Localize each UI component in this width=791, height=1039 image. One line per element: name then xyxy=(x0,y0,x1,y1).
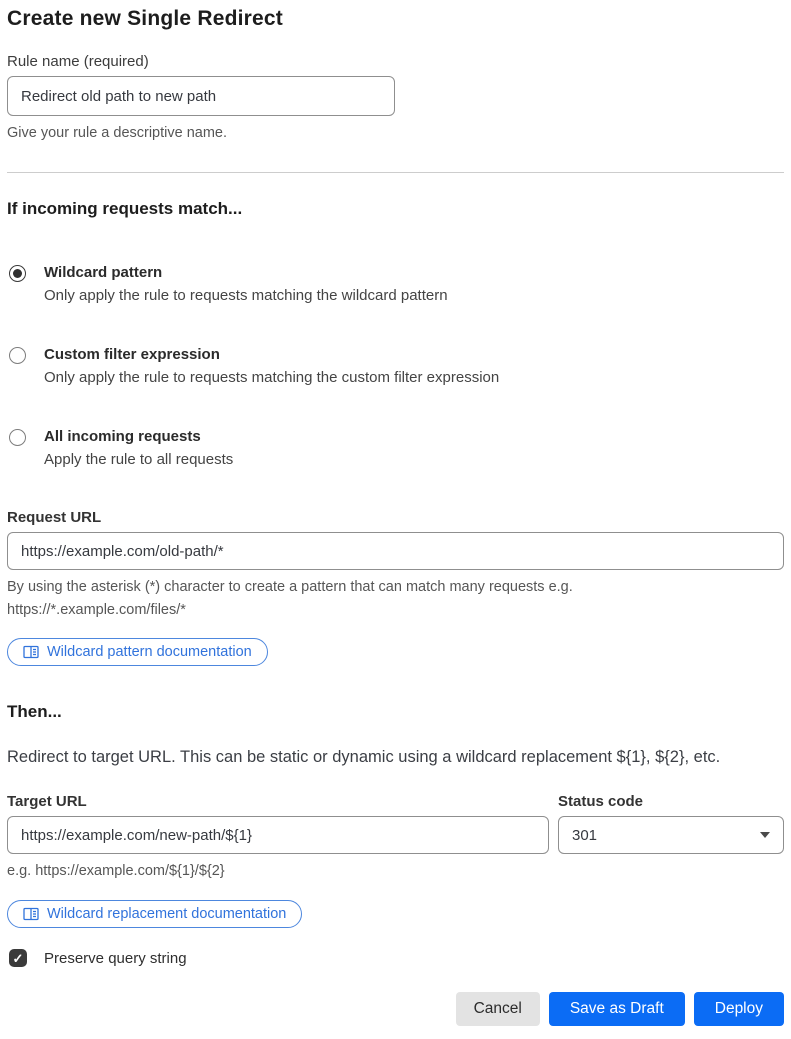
book-icon xyxy=(23,645,39,659)
then-section-description: Redirect to target URL. This can be static or dynamic using a wildcard replacement ${1}, ${2}, etc. xyxy=(7,748,721,766)
radio-option-description: Apply the rule to all requests xyxy=(44,451,234,468)
target-row xyxy=(7,793,784,883)
preserve-query-string-row[interactable] xyxy=(7,949,784,967)
radio-option-label: All incoming requests xyxy=(44,428,201,445)
request-url-helper-line2: https://*.example.com/files/* xyxy=(7,602,186,618)
status-code-select[interactable] xyxy=(558,816,784,854)
radio-button[interactable] xyxy=(9,265,26,282)
radio-option-label: Custom filter expression xyxy=(44,346,220,363)
cancel-button[interactable]: Cancel xyxy=(456,992,540,1026)
target-url-label: Target URL xyxy=(7,793,87,810)
request-url-helper-line1: By using the asterisk (*) character to create a pattern that can match many requests e.g. xyxy=(7,579,573,595)
target-url-input[interactable] xyxy=(7,816,549,854)
rule-name-label: Rule name (required) xyxy=(7,53,149,70)
book-icon xyxy=(23,907,39,921)
radio-dot xyxy=(13,433,22,442)
wildcard-pattern-docs-button[interactable] xyxy=(7,638,268,666)
rule-name-helper: Give your rule a descriptive name. xyxy=(7,125,228,141)
save-as-draft-button[interactable]: Save as Draft xyxy=(549,992,685,1026)
radio-button[interactable] xyxy=(9,347,26,364)
checkbox-checked-icon[interactable]: ✓ xyxy=(9,949,27,967)
radio-option-description: Only apply the rule to requests matching the wildcard pattern xyxy=(44,287,448,304)
rule-name-input[interactable] xyxy=(7,76,395,116)
doc-button-label: Wildcard pattern documentation xyxy=(47,644,252,660)
deploy-button[interactable]: Deploy xyxy=(694,992,784,1026)
status-code-value: 301 xyxy=(572,826,598,844)
target-url-helper: e.g. https://example.com/${1}/${2} xyxy=(7,863,225,879)
status-code-column xyxy=(558,793,784,883)
target-url-column xyxy=(7,793,549,883)
radio-option-description: Only apply the rule to requests matching the custom filter expression xyxy=(44,369,500,386)
wildcard-replacement-docs-button[interactable] xyxy=(7,900,302,928)
radio-option-text xyxy=(44,427,233,470)
radio-option-custom-filter-expression[interactable] xyxy=(7,345,784,388)
status-code-label: Status code xyxy=(558,793,644,810)
radio-dot xyxy=(13,351,22,360)
doc-button-label: Wildcard replacement documentation xyxy=(47,906,287,922)
radio-button[interactable] xyxy=(9,429,26,446)
radio-option-text xyxy=(44,263,448,306)
radio-option-label: Wildcard pattern xyxy=(44,264,163,281)
radio-dot xyxy=(13,269,22,278)
chevron-down-icon xyxy=(760,832,770,838)
section-divider xyxy=(7,172,784,173)
radio-option-text xyxy=(44,345,499,388)
page-title: Create new Single Redirect xyxy=(7,7,283,30)
request-url-input[interactable] xyxy=(7,532,784,570)
radio-option-all-incoming-requests[interactable] xyxy=(7,427,784,470)
request-url-helper xyxy=(7,576,784,622)
match-section-title: If incoming requests match... xyxy=(7,199,243,218)
request-url-label: Request URL xyxy=(7,509,102,526)
match-options-group xyxy=(7,263,784,470)
preserve-query-string-label: Preserve query string xyxy=(44,949,187,967)
then-section-title: Then... xyxy=(7,702,62,721)
radio-option-wildcard-pattern[interactable] xyxy=(7,263,784,306)
form-actions xyxy=(7,992,784,1026)
